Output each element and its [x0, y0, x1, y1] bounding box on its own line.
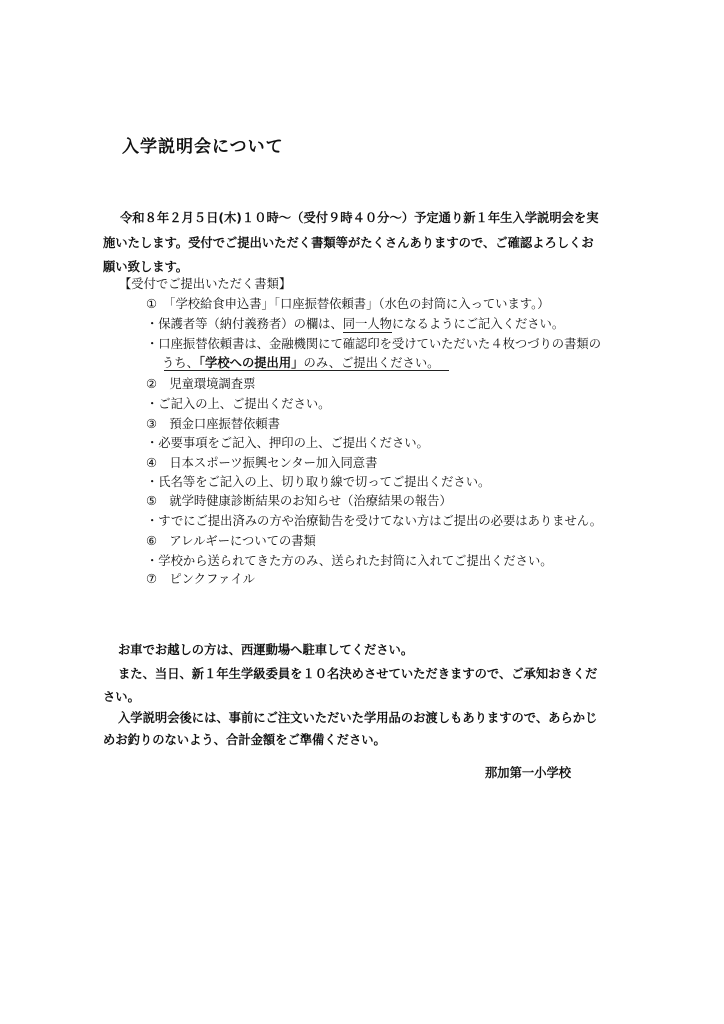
- intro-line-1: 令和８年２月５日(木)１０時～（受付９時４０分～）予定通り新１年生入学説明会を実: [120, 211, 599, 225]
- document-item-4-note: ・氏名等をご記入の上、切り取り線で切ってご提出ください。: [146, 475, 491, 489]
- note-text: ・保護者等（納付義務者）の欄は、: [146, 317, 343, 331]
- underlined-text: 同一人物: [342, 317, 392, 331]
- intro-line-3: 願い致します。: [103, 260, 189, 274]
- document-item-6-note: ・学校から送られてきた方のみ、送られた封筒に入れてご提出ください。: [146, 554, 553, 568]
- notice-class-committee: また、当日、新１年生学級委員を１０名決めさせていただきますので、ご承知おきくだ: [118, 667, 598, 681]
- notice-parking: お車でお越しの方は、西運動場へ駐車してください。: [118, 643, 414, 657]
- documents-header: 【受付でご提出いただく書類】: [119, 277, 292, 291]
- document-item-2-note: ・ご記入の上、ご提出ください。: [146, 397, 331, 411]
- school-signature: 那加第一小学校: [485, 766, 572, 780]
- notice-supplies: 入学説明会後には、事前にご注文いただいた学用品のお渡しもありますので、あらかじ: [118, 711, 598, 725]
- note-text: のみ、ご提出ください。: [303, 356, 440, 370]
- document-item-5: ⑤ 就学時健康診断結果のお知らせ（治療結果の報告）: [146, 494, 452, 508]
- document-item-5-note: ・すでにご提出済みの方や治療勧告を受けてない方はご提出の必要はありません。: [146, 514, 603, 528]
- intro-line-2: 施いたします。受付でご提出いただく書類等がたくさんありますので、ご確認よろしくお: [103, 236, 594, 250]
- document-item-1-note-1: [146, 316, 564, 332]
- document-item-1: ① 「学校給食申込書」「口座振替依頼書」（水色の封筒に入っています。）: [146, 297, 550, 311]
- document-item-6: ⑥ アレルギーについての書類: [146, 534, 316, 548]
- note-text: になるようにご記入ください。: [391, 317, 565, 331]
- document-item-1-note-2: ・口座振替依頼書は、金融機関にて確認印を受けていただいた４枚つづりの書類の: [146, 337, 601, 351]
- document-item-4: ④ 日本スポーツ振興センター加入同意書: [146, 456, 378, 470]
- page-title: 入学説明会について: [122, 137, 284, 157]
- document-item-7: ⑦ ピンクファイル: [146, 572, 255, 586]
- document-item-1-note-2b: [162, 355, 439, 371]
- document-item-3: ③ 預金口座振替依頼書: [146, 417, 280, 431]
- bold-text: 「学校への提出用」: [198, 356, 304, 370]
- note-text: うち、: [162, 356, 199, 370]
- notice-supplies-cont: めお釣りのないよう、合計金額をご準備ください。: [103, 733, 386, 747]
- document-item-3-note: ・必要事項をご記入、押印の上、ご提出ください。: [146, 436, 429, 450]
- document-item-2: ② 児童環境調査票: [146, 377, 256, 391]
- underline-divider: [164, 370, 449, 371]
- notice-class-committee-cont: さい。: [103, 690, 140, 704]
